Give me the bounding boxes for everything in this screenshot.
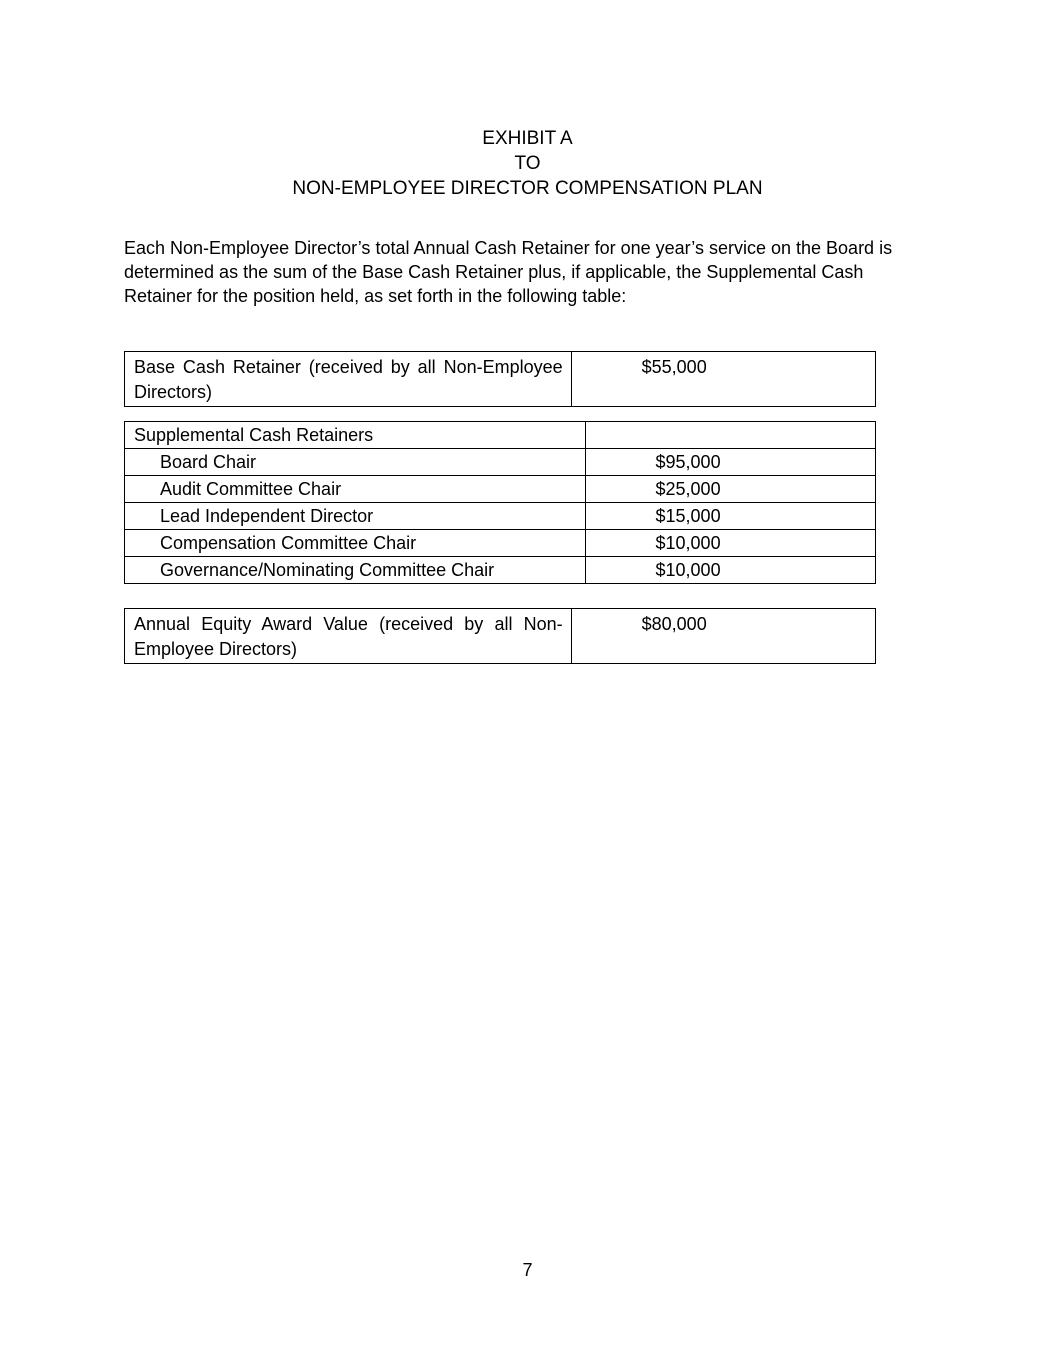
equity-award-table (124, 608, 876, 664)
intro-line: Each Non-Employee Director’s total Annual Cash Retainer for one year’s service on the Board is (124, 238, 893, 258)
base-retainer-label: Base Cash Retainer (received by all Non-Employee Directors) (125, 352, 572, 407)
base-retainer-table (124, 351, 876, 407)
supplemental-retainers-table (124, 421, 876, 584)
position-value: $95,000 (585, 449, 875, 476)
equity-award-value: $80,000 (571, 609, 875, 664)
supplemental-header-value (585, 422, 875, 449)
position-label: Compensation Committee Chair (125, 530, 586, 557)
position-label: Governance/Nominating Committee Chair (125, 557, 586, 584)
table-row (125, 476, 876, 503)
position-label: Lead Independent Director (125, 503, 586, 530)
exhibit-title: EXHIBIT A (482, 128, 573, 149)
exhibit-title-to: TO (514, 153, 541, 174)
intro-paragraph (124, 236, 934, 308)
base-retainer-value: $55,000 (571, 352, 875, 407)
position-value: $10,000 (585, 557, 875, 584)
equity-award-label: Annual Equity Award Value (received by all Non-Employee Directors) (125, 609, 572, 664)
table-header-row (125, 422, 876, 449)
table-row (125, 503, 876, 530)
table-row (125, 609, 876, 664)
position-value: $15,000 (585, 503, 875, 530)
supplemental-header: Supplemental Cash Retainers (125, 422, 586, 449)
page-number: 7 (522, 1260, 533, 1280)
intro-line: Retainer for the position held, as set forth in the following table: (124, 286, 627, 306)
position-value: $25,000 (585, 476, 875, 503)
position-value: $10,000 (585, 530, 875, 557)
table-row (125, 530, 876, 557)
table-row (125, 449, 876, 476)
table-row (125, 557, 876, 584)
position-label: Board Chair (125, 449, 586, 476)
position-label: Audit Committee Chair (125, 476, 586, 503)
plan-title: NON-EMPLOYEE DIRECTOR COMPENSATION PLAN (292, 178, 763, 199)
table-row (125, 352, 876, 407)
intro-line: determined as the sum of the Base Cash Retainer plus, if applicable, the Supplemental Cash (124, 262, 864, 282)
